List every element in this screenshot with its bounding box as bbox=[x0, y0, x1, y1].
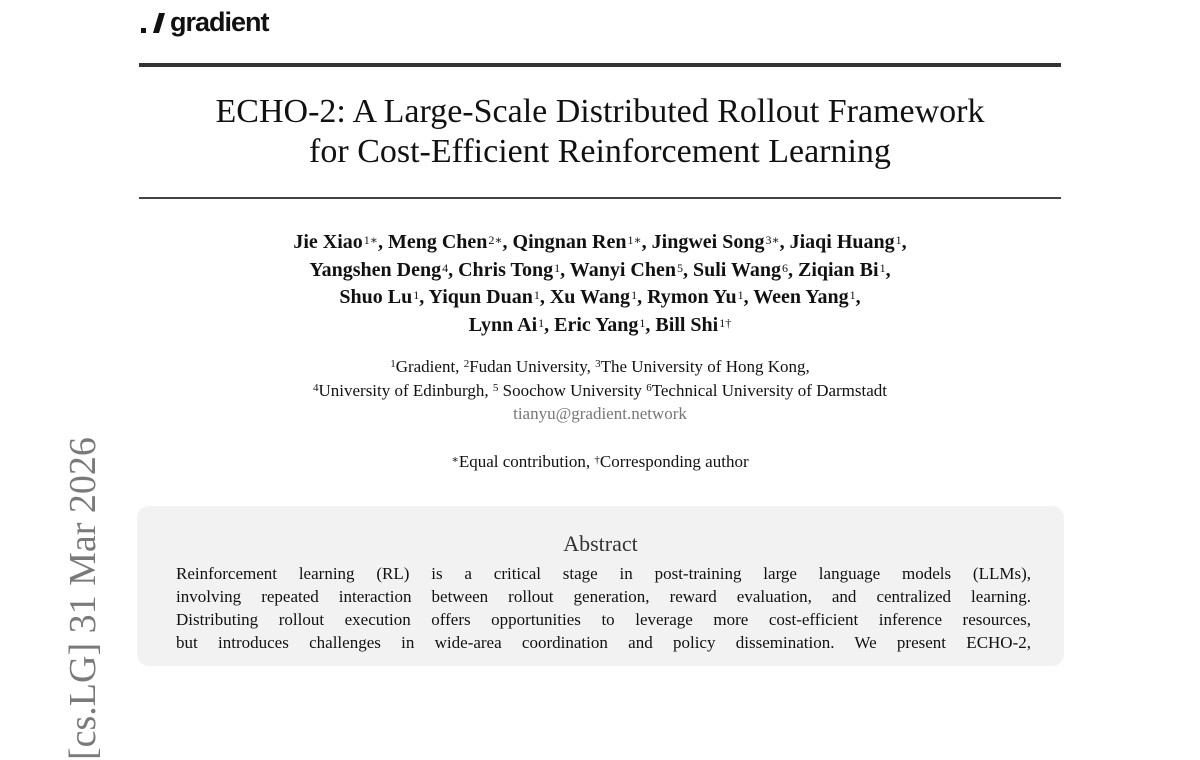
author-affil-mark: 1∗ bbox=[363, 233, 378, 247]
note-text: Corresponding author bbox=[599, 452, 749, 471]
author-affil-mark: 3∗ bbox=[765, 233, 780, 247]
affiliation-name: The University of Hong Kong, bbox=[600, 357, 810, 376]
note-text: Equal contribution, bbox=[458, 452, 595, 471]
author-affil-mark: 1 bbox=[639, 315, 646, 330]
title-rule bbox=[139, 197, 1061, 199]
paper-title bbox=[139, 92, 1061, 172]
author-line: Jie Xiao$^{1∗}$, Meng Chen$^{2∗}$, Qingnan Ren$^{1∗}$, Jingwei Song$^{3∗}$, Jiaqi Huang$^1$, bbox=[293, 231, 907, 253]
affiliation-mark: 4 bbox=[312, 381, 319, 394]
author-affil-mark: 1† bbox=[719, 315, 732, 330]
author-name: Jingwei Song bbox=[651, 231, 765, 253]
author-affil-mark: 1 bbox=[631, 288, 638, 302]
affiliation-mark: 1 bbox=[390, 358, 396, 370]
author-name: Qingnan Ren bbox=[512, 231, 627, 253]
logo-text: gradient bbox=[170, 6, 269, 37]
author-name: Lynn Ai bbox=[468, 313, 538, 336]
top-rule bbox=[139, 63, 1061, 67]
abstract-line: but introduces challenges in wide-area coordination and policy dissemination. We present ECHO-2, bbox=[176, 633, 1031, 652]
author-affil-mark: 1 bbox=[533, 288, 540, 302]
author-affil-mark: 1 bbox=[538, 315, 545, 330]
author-affil-mark: 1 bbox=[737, 288, 744, 302]
affiliation-name: Gradient, bbox=[395, 357, 464, 376]
author-name: Eric Yang bbox=[554, 313, 639, 336]
author-name: Ziqian Bi bbox=[797, 258, 879, 281]
affiliation-name: Fudan University, bbox=[469, 357, 596, 376]
abstract-line: Reinforcement learning (RL) is a critical stage in post-training large language models (LLMs), bbox=[176, 564, 1031, 583]
abstract-heading: Abstract bbox=[563, 531, 638, 556]
affiliation-name: Soochow University bbox=[498, 380, 647, 400]
abstract-line: involving repeated interaction between rollout generation, reward evaluation, and centralized learning. bbox=[176, 587, 1031, 606]
affiliation-mark: 3 bbox=[595, 358, 601, 370]
title-line-2: for Cost-Efficient Reinforcement Learning bbox=[309, 133, 891, 170]
abstract-text bbox=[176, 562, 1031, 654]
affiliation-name: University of Edinburgh, bbox=[318, 380, 493, 400]
author-name: Jiaqi Huang bbox=[789, 231, 895, 253]
affiliation-mark: 6 bbox=[646, 381, 652, 394]
author-name: Rymon Yu bbox=[647, 286, 737, 308]
author-affil-mark: 1 bbox=[895, 233, 902, 247]
note-mark: † bbox=[594, 454, 600, 466]
abstract-line: Distributing rollout execution offers opportunities to leverage more cost-efficient inference resources, bbox=[176, 610, 1031, 629]
gradient-logo bbox=[140, 4, 269, 40]
author-affil-mark: 1 bbox=[849, 288, 856, 302]
author-name: Chris Tong bbox=[458, 258, 554, 281]
affiliation-mark: 5 bbox=[492, 381, 499, 394]
contact-email[interactable]: tianyu@gradient.network bbox=[513, 404, 687, 423]
author-name: Wanyi Chen bbox=[569, 258, 676, 281]
author-affil-mark: 1 bbox=[879, 260, 886, 275]
author-affil-mark: 1∗ bbox=[627, 233, 642, 247]
author-name: Yiqun Duan bbox=[428, 286, 533, 308]
author-name: Shuo Lu bbox=[339, 286, 413, 308]
author-affil-mark: 1 bbox=[413, 288, 420, 302]
author-name: Xu Wang bbox=[549, 286, 631, 308]
author-name: Jie Xiao bbox=[293, 231, 363, 253]
author-name: Ween Yang bbox=[753, 286, 849, 308]
title-line-1: ECHO-2: A Large-Scale Distributed Rollout Framework bbox=[215, 93, 985, 130]
affiliations bbox=[139, 355, 1061, 426]
author-name: Suli Wang bbox=[692, 258, 781, 281]
affiliation-line-2 bbox=[139, 379, 1061, 403]
author-affil-mark: 6 bbox=[781, 260, 788, 275]
abstract-box bbox=[137, 506, 1064, 666]
author-line: Yangshen Deng$^4$, Chris Tong$^1$, Wanyi Chen$^5$, Suli Wang$^6$, Ziqian Bi$^1$, bbox=[309, 258, 891, 281]
author-name: Yangshen Deng bbox=[309, 258, 442, 281]
author-affil-mark: 2∗ bbox=[488, 233, 503, 247]
author-list bbox=[139, 229, 1061, 339]
slash-mark-icon bbox=[140, 9, 166, 35]
author-name: Bill Shi bbox=[655, 313, 719, 336]
author-line: Lynn Ai$^1$, Eric Yang$^1$, Bill Shi$^{1\dagger}$ bbox=[468, 313, 732, 336]
author-affil-mark: 5 bbox=[676, 260, 683, 275]
author-affil-mark: 4 bbox=[442, 260, 449, 275]
contribution-notes bbox=[139, 451, 1061, 473]
author-name: Meng Chen bbox=[387, 231, 488, 253]
arxiv-stamp: [cs.LG] 31 Mar 2026 bbox=[62, 437, 104, 760]
affiliation-mark: 2 bbox=[463, 358, 470, 370]
affiliation-name: Technical University of Darmstadt bbox=[651, 380, 888, 400]
author-line: Shuo Lu$^1$, Yiqun Duan$^1$, Xu Wang$^1$, Rymon Yu$^1$, Ween Yang$^1$, bbox=[339, 286, 861, 308]
author-affil-mark: 1 bbox=[554, 260, 561, 275]
affiliation-line-1 bbox=[139, 355, 1061, 379]
note-mark: ∗ bbox=[451, 454, 459, 466]
